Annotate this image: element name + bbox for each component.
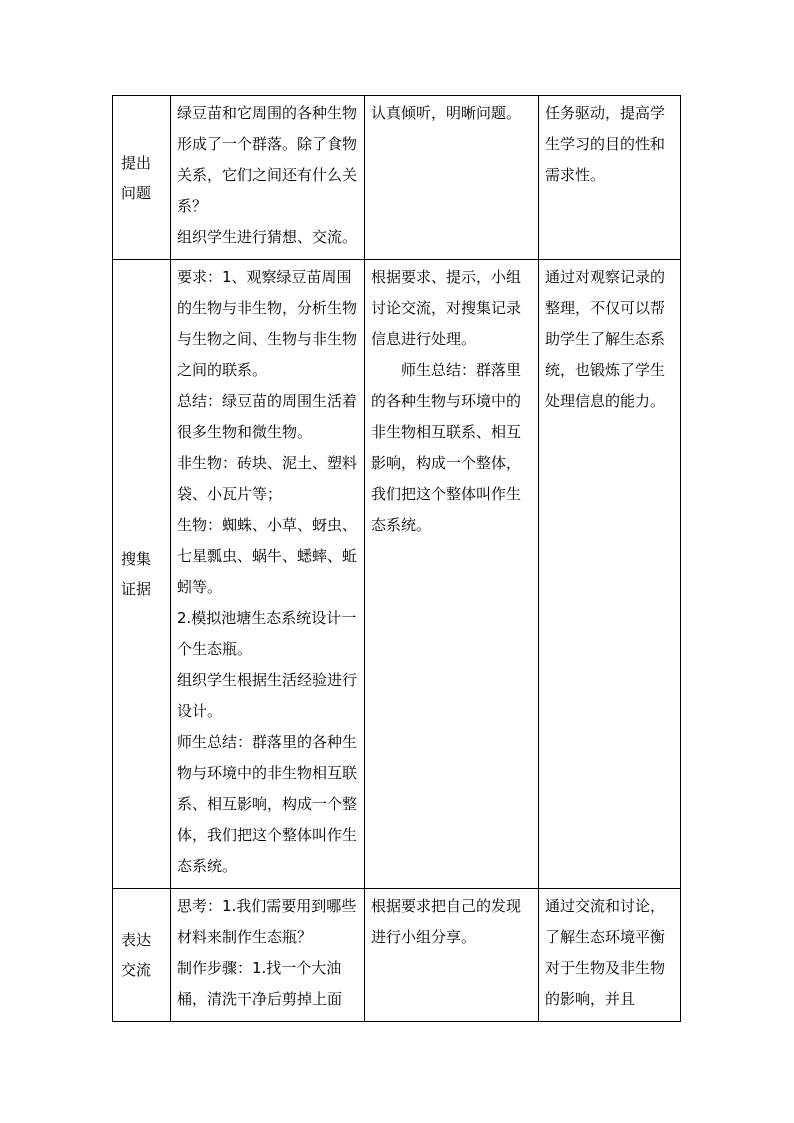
stage-label: 搜集证据 bbox=[121, 550, 152, 598]
paragraph: 根据要求把自己的发现进行小组分享。 bbox=[371, 897, 522, 946]
lesson-plan-table bbox=[112, 95, 681, 1022]
paragraph: 生物：蜘蛛、小草、蚜虫、七星瓢虫、蜗牛、蟋蟀、蚯蚓等。 bbox=[177, 516, 358, 596]
teacher-activity-cell bbox=[171, 889, 365, 1022]
student-activity-cell bbox=[365, 96, 539, 260]
paragraph: 组织学生进行猜想、交流。 bbox=[177, 228, 358, 246]
paragraph: 组织学生根据生活经验进行设计。 bbox=[177, 671, 358, 720]
paragraph: 总结：绿豆苗的周围生活着很多生物和微生物。 bbox=[177, 392, 358, 441]
paragraph: 根据要求、提示，小组讨论交流，对搜集记录信息进行处理。 bbox=[371, 268, 522, 348]
paragraph: 通过交流和讨论，了解生态环境平衡对于生物及非生物的影响，并且 bbox=[545, 897, 666, 1008]
stage-cell bbox=[113, 260, 171, 889]
paragraph: 师生总结：群落里的各种生物与环境中的非生物相互联系、相互影响，构成一个整体，我们把这个整体叫作生态系统。 bbox=[177, 733, 358, 875]
design-intent-cell bbox=[539, 96, 681, 260]
stage-cell bbox=[113, 889, 171, 1022]
table-row bbox=[113, 96, 681, 260]
table-row bbox=[113, 889, 681, 1022]
stage-label: 表达交流 bbox=[121, 931, 152, 979]
design-intent-cell bbox=[539, 889, 681, 1022]
paragraph: 2.模拟池塘生态系统设计一个生态瓶。 bbox=[177, 609, 357, 658]
stage-label: 提出问题 bbox=[121, 153, 152, 202]
paragraph: 绿豆苗和它周围的各种生物形成了一个群落。除了食物关系，它们之间还有什么关系？ bbox=[177, 104, 358, 215]
teacher-activity-cell bbox=[171, 260, 365, 889]
paragraph: 认真倾听，明晰问题。 bbox=[371, 104, 522, 122]
paragraph: 非生物：砖块、泥土、塑料袋、小瓦片等； bbox=[177, 454, 358, 503]
design-intent-cell bbox=[539, 260, 681, 889]
paragraph: 任务驱动，提高学生学习的目的性和需求性。 bbox=[545, 104, 666, 184]
paragraph: 师生总结：群落里的各种生物与环境中的非生物相互联系、相互影响，构成一个整体，我们把这个整体叫作生态系统。 bbox=[371, 361, 522, 534]
table-row bbox=[113, 260, 681, 889]
student-activity-cell bbox=[365, 889, 539, 1022]
teacher-activity-cell bbox=[171, 96, 365, 260]
paragraph: 思考：1.我们需要用到哪些材料来制作生态瓶？ bbox=[177, 897, 357, 946]
stage-cell bbox=[113, 96, 171, 260]
paragraph: 制作步骤：1.找一个大油桶，清洗干净后剪掉上面 bbox=[177, 959, 343, 1008]
paragraph: 通过对观察记录的整理，不仅可以帮助学生了解生态系统，也锻炼了学生处理信息的能力。 bbox=[545, 268, 666, 410]
paragraph: 要求：1、观察绿豆苗周围的生物与非生物，分析生物与生物之间、生物与非生物之间的联系。 bbox=[177, 268, 358, 379]
student-activity-cell bbox=[365, 260, 539, 889]
